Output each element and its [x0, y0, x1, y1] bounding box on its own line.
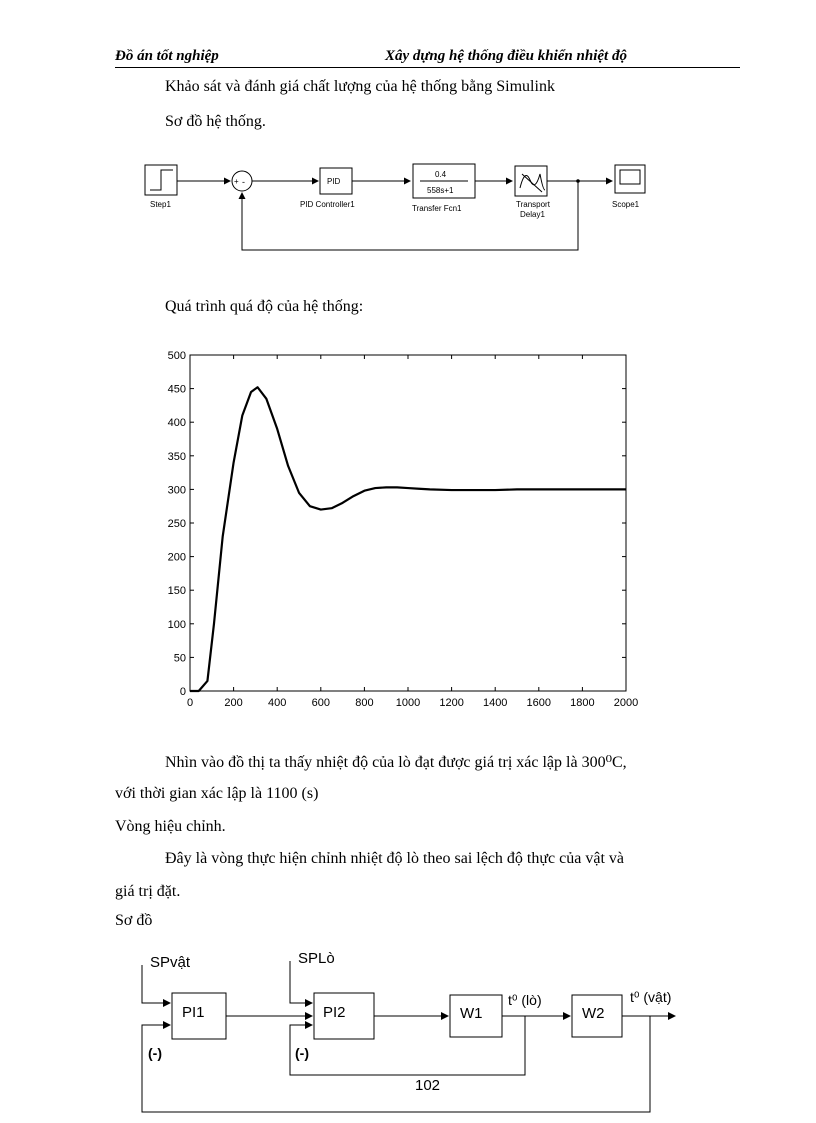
diagram-heading: Sơ đồ hệ thống.	[165, 113, 266, 130]
step-response-chart	[150, 345, 650, 715]
t-vat-label: t⁰ (vật)	[630, 989, 672, 1005]
step-block	[145, 165, 177, 195]
svg-text:W2: W2	[582, 1005, 605, 1022]
x-tick-label: 1800	[570, 697, 595, 709]
step-label: Step1	[150, 200, 171, 209]
svg-text:558s+1: 558s+1	[427, 186, 454, 195]
intro-paragraph: Khảo sát và đánh giá chất lượng của hệ thống bằng Simulink	[165, 78, 555, 95]
observation-line-1: Nhìn vào đồ thị ta thấy nhiệt độ của lò đạt được giá trị xác lập là 300⁰C,	[165, 754, 627, 771]
y-tick-label: 300	[167, 484, 186, 497]
cascade-loop-diagram	[130, 945, 700, 1120]
y-tick-label: 250	[167, 518, 186, 530]
observation-line-2: với thời gian xác lập là 1100 (s)	[115, 785, 319, 802]
delay-block	[515, 166, 547, 196]
svg-text:PI2: PI2	[323, 1004, 346, 1021]
page-number: 102	[415, 1077, 441, 1094]
y-tick-label: 150	[167, 585, 186, 598]
x-tick-label: 0	[186, 697, 194, 709]
y-tick-label: 100	[167, 618, 186, 631]
x-tick-label: 600	[311, 697, 330, 709]
y-tick-label: 400	[167, 417, 186, 430]
tf-label: Transfer Fcn1	[412, 204, 462, 213]
y-tick-label: 350	[167, 450, 186, 463]
correction-heading: Vòng hiệu chỉnh.	[115, 818, 226, 835]
header-right: Xây dựng hệ thống điều khiển nhiệt độ	[385, 48, 627, 64]
svg-text:-: -	[242, 177, 245, 187]
y-tick-label: 200	[167, 551, 186, 564]
x-tick-label: 400	[268, 697, 287, 709]
correction-line-2: giá trị đặt.	[115, 883, 181, 900]
scheme-heading: Sơ đồ	[115, 912, 153, 929]
header-divider	[115, 67, 740, 68]
plot-frame	[190, 355, 626, 691]
delay-label-2: Delay1	[520, 210, 545, 219]
x-tick-label: 1000	[395, 697, 421, 709]
svg-text:+: +	[234, 177, 239, 186]
svg-text:(-): (-)	[295, 1045, 309, 1061]
x-tick-label: 800	[355, 697, 374, 709]
scope-label: Scope1	[612, 200, 640, 209]
y-tick-label: 50	[173, 652, 186, 665]
simulink-diagram	[130, 150, 670, 260]
pid-label: PID Controller1	[300, 200, 355, 209]
y-tick-label: 0	[179, 686, 186, 698]
svg-text:0.4: 0.4	[435, 170, 447, 179]
delay-label-1: Transport	[516, 200, 550, 209]
transient-heading: Quá trình quá độ của hệ thống:	[165, 298, 364, 315]
y-tick-label: 450	[167, 383, 186, 396]
header-left: Đồ án tốt nghiệp	[115, 48, 219, 64]
svg-text:PID: PID	[327, 177, 341, 186]
sp-vat-label: SPvật	[150, 954, 191, 971]
x-tick-label: 2000	[613, 697, 639, 709]
x-tick-label: 200	[224, 697, 243, 709]
x-tick-label: 1400	[482, 697, 508, 709]
y-tick-label: 500	[167, 350, 186, 362]
correction-line-1: Đây là vòng thực hiện chỉnh nhiệt độ lò theo sai lệch độ thực của vật và	[165, 850, 624, 867]
sp-lo-label: SPLò	[298, 950, 335, 967]
x-tick-label: 1200	[439, 697, 464, 709]
x-tick-label: 1600	[526, 697, 552, 709]
svg-text:W1: W1	[460, 1005, 483, 1022]
svg-text:PI1: PI1	[182, 1004, 205, 1021]
scope-block	[615, 165, 645, 193]
t-lo-label: t⁰ (lò)	[508, 992, 542, 1008]
svg-text:(-): (-)	[148, 1045, 162, 1061]
